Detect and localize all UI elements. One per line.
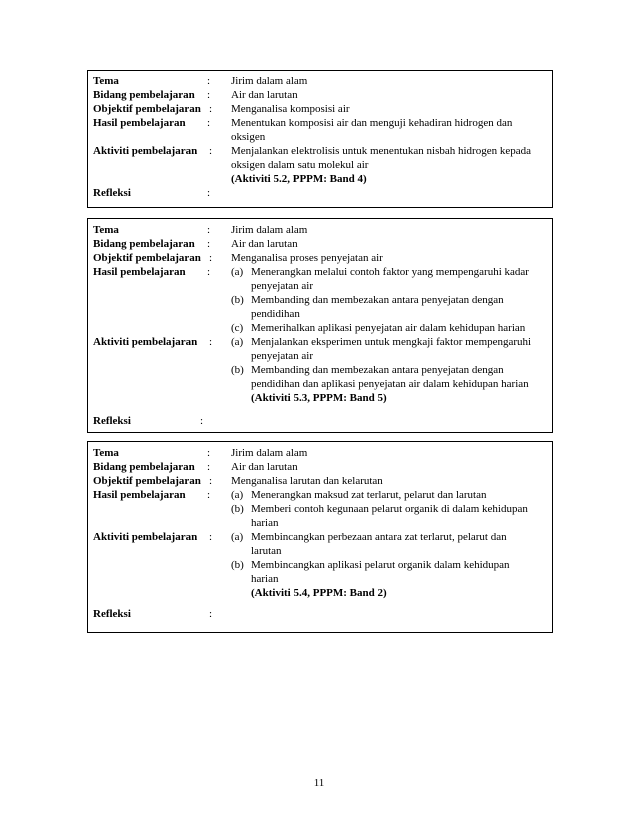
colon: : bbox=[207, 266, 211, 278]
item-text: Membanding dan membezakan antara penyejatan dengan bbox=[251, 294, 504, 306]
page-number: 11 bbox=[313, 777, 325, 789]
item-text: Menerangkan maksud zat terlarut, pelarut dan larutan bbox=[251, 489, 487, 501]
refleksi-label: Refleksi bbox=[93, 415, 131, 427]
colon: : bbox=[207, 238, 211, 250]
aktiviti-value-line2: oksigen dalam satu molekul air bbox=[231, 159, 369, 171]
objektif-value: Menganalisa proses penyejatan air bbox=[231, 252, 383, 264]
item-marker: (b) bbox=[231, 559, 244, 571]
item-text-cont: harian bbox=[251, 573, 279, 585]
item-text: Memberi contoh kegunaan pelarut organik di dalam kehidupan bbox=[251, 503, 528, 515]
lesson-box-1 bbox=[87, 70, 553, 208]
bidang-value: Air dan larutan bbox=[231, 89, 298, 101]
colon: : bbox=[200, 415, 204, 427]
colon: : bbox=[209, 531, 213, 543]
item-text: Membincangkan aplikasi pelarut organik dalam kehidupan bbox=[251, 559, 510, 571]
item-text-cont: penyejatan air bbox=[251, 350, 313, 362]
objektif-value: Menganalisa komposisi air bbox=[231, 103, 350, 115]
aktiviti-reference: (Aktiviti 5.4, PPPM: Band 2) bbox=[251, 587, 387, 599]
item-text-cont: larutan bbox=[251, 545, 282, 557]
hasil-label: Hasil pembelajaran bbox=[93, 266, 186, 278]
colon: : bbox=[207, 75, 211, 87]
colon: : bbox=[209, 475, 213, 487]
tema-label: Tema bbox=[93, 447, 119, 459]
colon: : bbox=[209, 103, 213, 115]
tema-value: Jirim dalam alam bbox=[231, 75, 308, 87]
tema-label: Tema bbox=[93, 75, 119, 87]
item-text: Memerihalkan aplikasi penyejatan air dalam kehidupan harian bbox=[251, 322, 526, 334]
item-text: Menjalankan eksperimen untuk mengkaji faktor mempengaruhi bbox=[251, 336, 532, 348]
objektif-value: Menganalisa larutan dan kelarutan bbox=[231, 475, 383, 487]
item-text: Membincangkan perbezaan antara zat terlarut, pelarut dan bbox=[251, 531, 507, 543]
colon: : bbox=[209, 252, 213, 264]
item-marker: (c) bbox=[231, 322, 244, 334]
item-text-cont: pendidihan bbox=[251, 308, 300, 320]
aktiviti-label: Aktiviti pembelajaran bbox=[93, 531, 198, 543]
colon: : bbox=[207, 224, 211, 236]
bidang-label: Bidang pembelajaran bbox=[93, 461, 195, 473]
colon: : bbox=[209, 336, 213, 348]
item-marker: (a) bbox=[231, 336, 244, 348]
colon: : bbox=[207, 447, 211, 459]
colon: : bbox=[207, 489, 211, 501]
item-text-cont: harian bbox=[251, 517, 279, 529]
aktiviti-label: Aktiviti pembelajaran bbox=[93, 336, 198, 348]
item-marker: (a) bbox=[231, 266, 244, 278]
aktiviti-label: Aktiviti pembelajaran bbox=[93, 145, 198, 157]
bidang-label: Bidang pembelajaran bbox=[93, 89, 195, 101]
hasil-value-line1: Menentukan komposisi air dan menguji kehadiran hidrogen dan bbox=[231, 117, 513, 129]
bidang-value: Air dan larutan bbox=[231, 238, 298, 250]
item-text: Menerangkan melalui contoh faktor yang mempengaruhi kadar bbox=[251, 266, 529, 278]
tema-value: Jirim dalam alam bbox=[231, 447, 308, 459]
bidang-label: Bidang pembelajaran bbox=[93, 238, 195, 250]
hasil-label: Hasil pembelajaran bbox=[93, 117, 186, 129]
aktiviti-reference: (Aktiviti 5.2, PPPM: Band 4) bbox=[231, 173, 367, 185]
lesson-box-2 bbox=[87, 218, 553, 433]
item-marker: (b) bbox=[231, 364, 244, 376]
tema-value: Jirim dalam alam bbox=[231, 224, 308, 236]
lesson-box-3 bbox=[87, 441, 553, 633]
colon: : bbox=[207, 461, 211, 473]
aktiviti-value-line1: Menjalankan elektrolisis untuk menentukan nisbah hidrogen kepada bbox=[231, 145, 531, 157]
hasil-value-line2: oksigen bbox=[231, 131, 266, 143]
item-marker: (a) bbox=[231, 531, 244, 543]
colon: : bbox=[207, 187, 211, 199]
item-text: Membanding dan membezakan antara penyejatan dengan bbox=[251, 364, 504, 376]
objektif-label: Objektif pembelajaran bbox=[93, 475, 201, 487]
objektif-label: Objektif pembelajaran bbox=[93, 252, 201, 264]
refleksi-label: Refleksi bbox=[93, 187, 131, 199]
tema-label: Tema bbox=[93, 224, 119, 236]
item-marker: (b) bbox=[231, 503, 244, 515]
colon: : bbox=[209, 608, 213, 620]
refleksi-label: Refleksi bbox=[93, 608, 131, 620]
bidang-value: Air dan larutan bbox=[231, 461, 298, 473]
hasil-label: Hasil pembelajaran bbox=[93, 489, 186, 501]
item-text-cont: penyejatan air bbox=[251, 280, 313, 292]
item-marker: (a) bbox=[231, 489, 244, 501]
colon: : bbox=[207, 89, 211, 101]
colon: : bbox=[209, 145, 213, 157]
objektif-label: Objektif pembelajaran bbox=[93, 103, 201, 115]
colon: : bbox=[207, 117, 211, 129]
item-marker: (b) bbox=[231, 294, 244, 306]
aktiviti-reference: (Aktiviti 5.3, PPPM: Band 5) bbox=[251, 392, 387, 404]
item-text-cont: pendidihan dan aplikasi penyejatan air dalam kehidupan harian bbox=[251, 378, 529, 390]
